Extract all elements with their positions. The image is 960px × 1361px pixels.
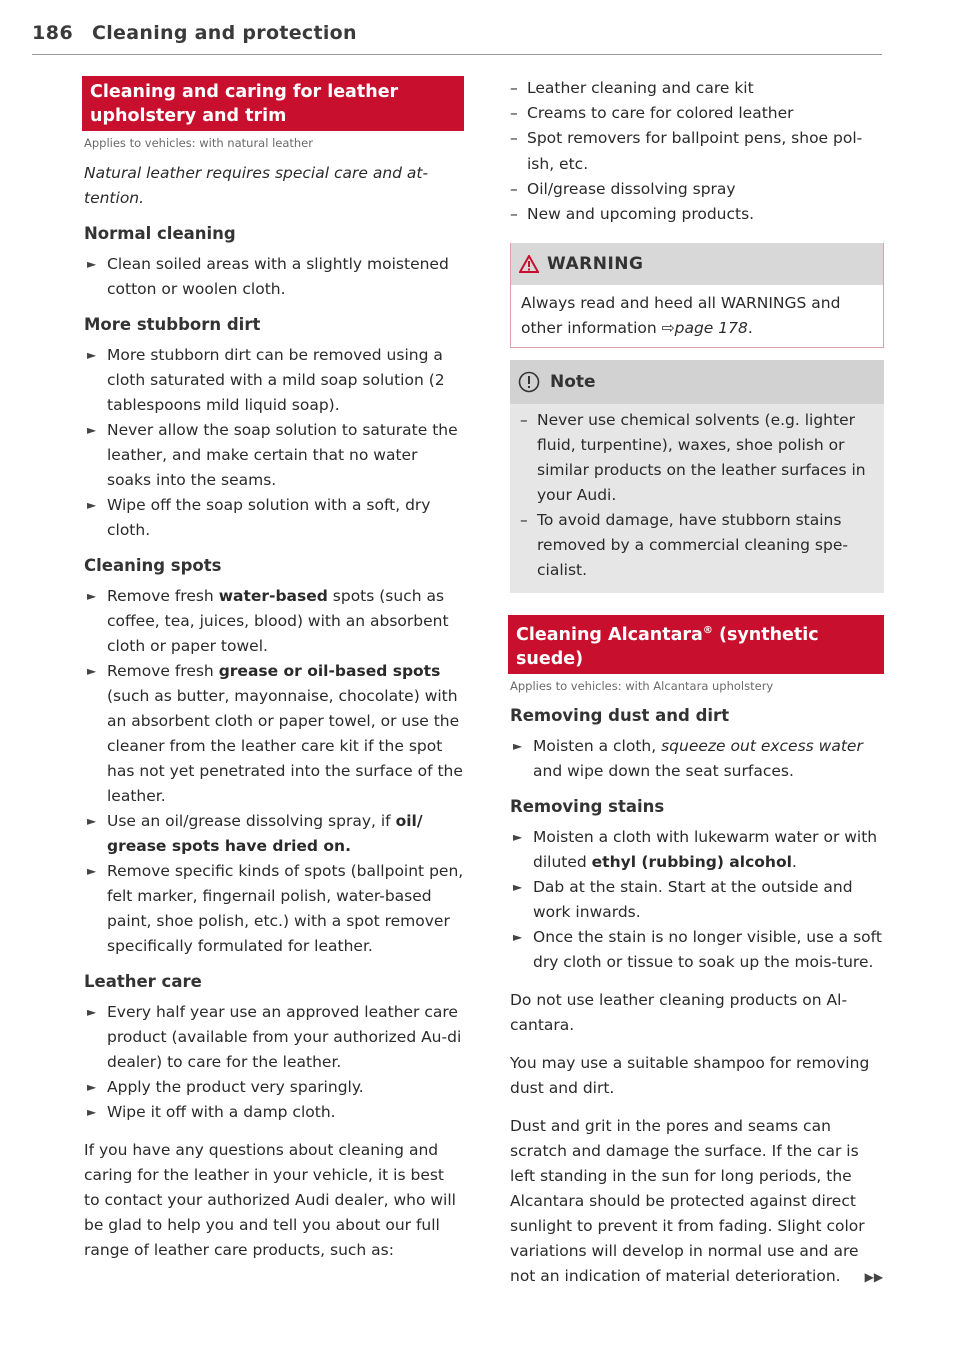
leather-care-list [84,1000,464,1125]
warning-box [510,243,884,348]
list-item: ► Remove fresh grease or oil-based spots (such as butter, mayonnaise, chocolate) with an absorbent cloth or paper towel, or use the cleaner from the leather care kit if the spot has not yet penetrated into the surface of the leather. [84,659,464,809]
leather-section-title: Cleaning and caring for leather upholstery and trim [82,76,464,131]
list-item: ► Wipe off the soap solution with a soft, dry cloth. [84,493,464,543]
cleaning-spots-heading: Cleaning spots [84,556,222,575]
note-label: Note [550,372,596,393]
warning-header [511,243,883,285]
list-item: ► Wipe it off with a damp cloth. [84,1100,464,1125]
page-link-arrow-icon: ⇨ [661,319,675,338]
note-list [510,404,884,593]
list-item: ► Every half year use an approved leather care product (available from your authorized Au-di dealer) to care for the leather. [84,1000,464,1075]
leather-applies-note: Applies to vehicles: with natural leather [84,136,313,150]
list-item: ► Never allow the soap solution to saturate the leather, and make certain that no water soaks into the seams. [84,418,464,493]
section-title: Cleaning and protection [92,22,357,44]
list-item: ► Moisten a cloth with lukewarm water or with diluted ethyl (rubbing) alcohol. [510,825,884,875]
bullet-arrow-icon: ► [513,830,523,845]
continue-arrow-icon: ▶▶ [864,1270,884,1285]
note-box [510,360,884,593]
list-item: – Oil/grease dissolving spray [510,179,736,198]
list-item: – Spot removers for ballpoint pens, shoe pol-ish, etc. [510,129,863,173]
list-item: ► Dab at the stain. Start at the outside and work inwards. [510,875,884,925]
stubborn-dirt-heading: More stubborn dirt [84,315,261,334]
right-column [510,76,884,1290]
warning-triangle-icon [519,255,539,273]
normal-cleaning-list [84,252,464,302]
bullet-arrow-icon: ► [87,348,97,362]
bullet-arrow-icon: ► [513,880,523,895]
list-item: ► More stubborn dirt can be removed using a cloth saturated with a mild soap solution (2 tablespoons mild liquid soap). [84,343,464,418]
alcantara-applies-note: Applies to vehicles: with Alcantara upholstery [510,679,774,694]
removing-stains-list [510,825,884,975]
page-reference-link[interactable]: page 178 [674,319,748,338]
bullet-arrow-icon: ► [87,257,97,271]
list-item: ► Moisten a cloth, squeeze out excess water and wipe down the seat surfaces. [510,734,884,784]
list-item: ► Apply the product very sparingly. [84,1075,464,1100]
warning-text: Always read and heed all WARNINGS and other information ⇨page 178. [521,294,841,338]
leather-intro: Natural leather requires special care and at-tention. [84,164,429,207]
alcantara-section [510,615,884,1290]
list-item: ► Use an oil/grease dissolving spray, if oil/ grease spots have dried on. [84,809,464,859]
leather-closing-paragraph: If you have any questions about cleaning and caring for the leather in your vehicle, it is best to contact your authorized Audi dealer, who will be glad to help you and tell you about our full range of leather care products, such as: [84,1141,456,1259]
bullet-arrow-icon: ► [87,1005,97,1019]
list-item: ► Remove specific kinds of spots (ballpoint pen, felt marker, fingernail polish, water-based paint, shoe polish, etc.) with a spot remover specifically formulated for leather. [84,859,464,959]
bullet-arrow-icon: ► [87,664,97,678]
removing-dust-heading: Removing dust and dirt [510,706,730,726]
list-item: ► Remove fresh water-based spots (such as coffee, tea, juices, blood) with an absorbent cloth or paper towel. [84,584,464,659]
page-number: 186 [32,22,74,44]
note-exclamation-icon [518,371,540,393]
alcantara-paragraph: You may use a suitable shampoo for removing dust and dirt. [510,1054,870,1098]
list-item: – Creams to care for colored leather [510,104,794,123]
bullet-arrow-icon: ► [87,1105,97,1119]
bullet-arrow-icon: ► [87,423,97,437]
bullet-arrow-icon: ► [87,498,97,512]
page-header [32,22,882,55]
warning-label: WARNING [547,254,644,275]
removing-stains-heading: Removing stains [510,797,665,817]
bullet-arrow-icon: ► [87,1080,97,1094]
list-item: – Never use chemical solvents (e.g. lighter fluid, turpentine), waxes, shoe polish or similar products on the leather surfaces in your Audi. [520,411,866,505]
list-item: – To avoid damage, have stubborn stains removed by a commercial cleaning spe-cialist. [520,511,848,580]
alcantara-paragraph: Dust and grit in the pores and seams can scratch and damage the surface. If the car is left standing in the sun for long periods, the Alcantara should be protected against direct sunlight to prevent it from fading. Slight color variations will develop in normal use and are not an indication of material deterioration. ▶▶ [510,1114,884,1290]
left-column [84,76,464,1263]
list-item: – New and upcoming products. [510,205,755,224]
product-list [510,76,884,227]
alcantara-section-title: Cleaning Alcantara® (synthetic suede) [508,615,884,674]
removing-dust-list [510,734,884,784]
stubborn-dirt-list [84,343,464,543]
list-item: – Leather cleaning and care kit [510,79,754,97]
bullet-arrow-icon: ► [513,930,523,945]
bullet-arrow-icon: ► [87,864,97,878]
normal-cleaning-heading: Normal cleaning [84,224,236,243]
bullet-arrow-icon: ► [87,589,97,603]
list-item: ► Once the stain is no longer visible, use a soft dry cloth or tissue to soak up the mois-ture. [510,925,884,975]
list-item: ► Clean soiled areas with a slightly moistened cotton or woolen cloth. [84,252,464,302]
cleaning-spots-list [84,584,464,959]
bullet-arrow-icon: ► [87,814,97,828]
leather-care-heading: Leather care [84,972,202,991]
note-header [510,360,884,404]
alcantara-paragraph: Do not use leather cleaning products on Al-cantara. [510,991,848,1035]
bullet-arrow-icon: ► [513,739,523,754]
